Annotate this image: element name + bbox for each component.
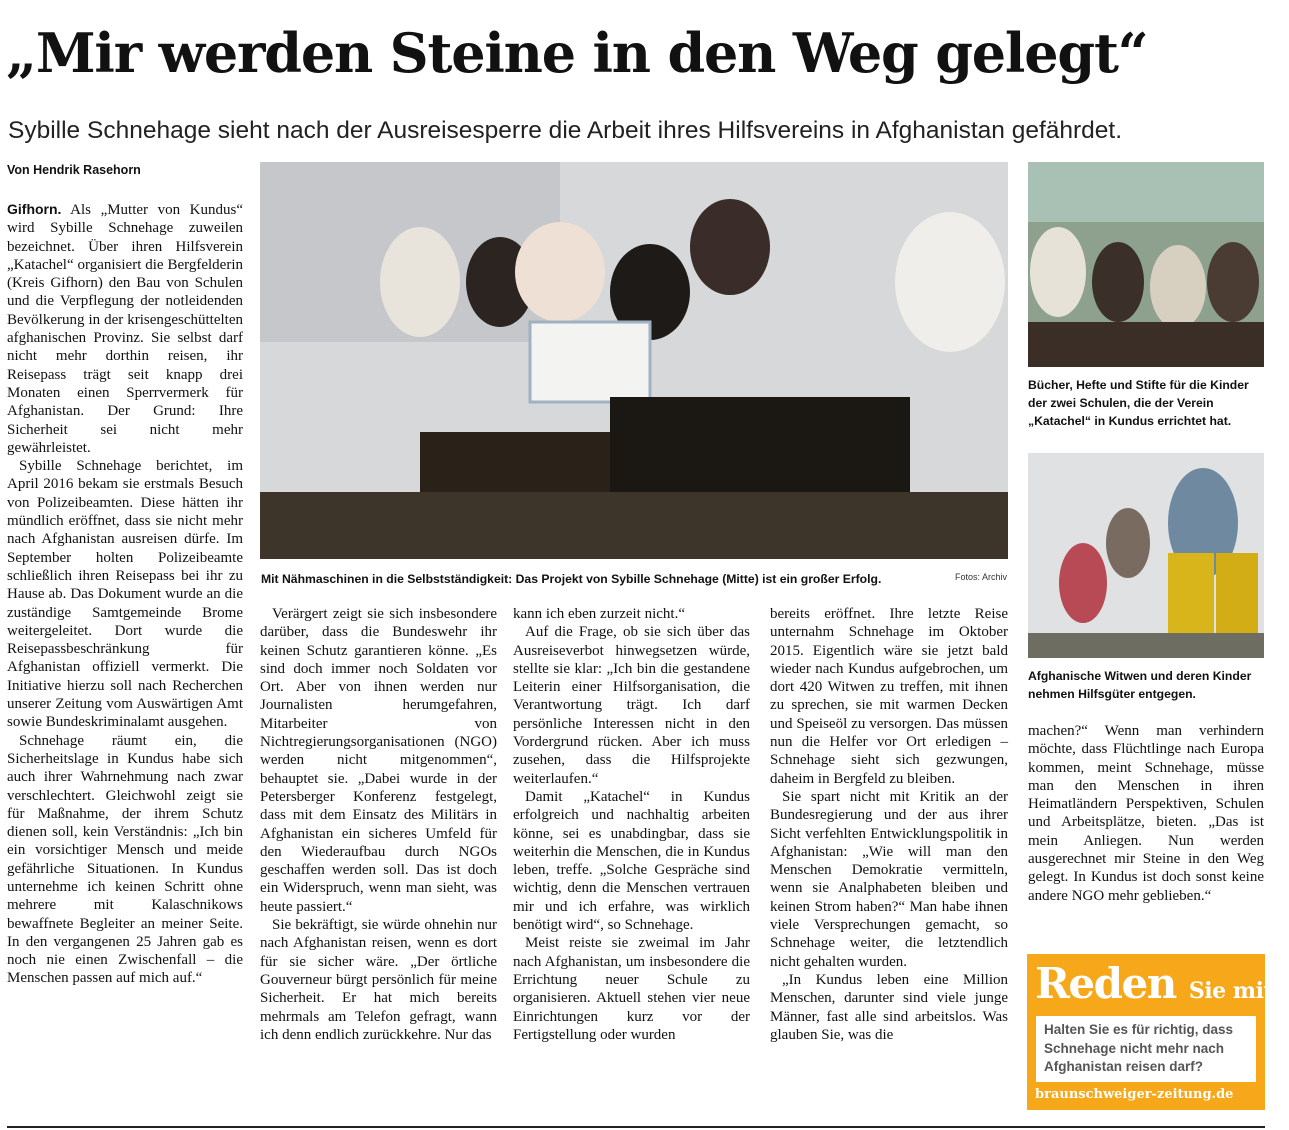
paragraph: „In Kundus leben eine Million Menschen, darunter sind viele junge Männer, fast alle sind arbeitslos. Was glauben Sie, was die — [770, 971, 1008, 1043]
main-photo-caption: Mit Nähmaschinen in die Selbstständigkeit: Das Projekt von Sybille Schnehage (Mitte) ist ein großer Erfolg. — [261, 572, 882, 586]
paragraph — [7, 200, 243, 457]
paragraph: kann ich eben zurzeit nicht.“ — [513, 606, 686, 622]
byline: Von Hendrik Rasehorn — [7, 163, 141, 177]
article-column-3 — [513, 605, 750, 1044]
subheadline: Sybille Schnehage sieht nach der Ausreisesperre die Arbeit ihres Hilfsvereins in Afghanistan gefährdet. — [8, 117, 1123, 144]
top-right-photo-caption: Bücher, Hefte und Stifte für die Kinder der zwei Schulen, die der Verein „Katachel“ in Kundus errichtet hat. — [1028, 378, 1249, 428]
paragraph: Schnehage räumt ein, die Sicherheitslage in Kundus habe sich auch ihrer Wahrnehmung nach zwar verschlechtert. Gleichwohl zeigt sie für Maßnahme, der ihrem Schutz dienen soll, kein Verständnis: „Ich bin ein vorsichtiger Mensch und meide gefährliche Situationen. In Kundus unternehme ich keinen Schritt ohne mehrere mit Kalaschnikows bewaffnete Begleiter an meiner Seite. In den vergangenen 25 Jahren gab es noch nie einen Zwischenfall – die Menschen passen auf mich auf.“ — [7, 732, 243, 987]
paragraph: Sybille Schnehage berichtet, im April 2016 bekam sie erstmals Besuch von Polizeibeamten. Diese hätten ihr mündlich eröffnet, dass sie nicht mehr nach Afghanistan ausreisen dürfe. Im September holten Polizeibeamte schließlich ihren Reisepass bei ihr zu Hause ab. Das Dokument wurde an die zuständige Samtgemeinde Brome weitergeleitet. Dort wurde die Reisepassbeschränkung für Afghanistan offiziell vermerkt. Die Initiative hierzu soll nach Recherchen unserer Zeitung vom Auswärtigen Amt sowie Bundeskriminalamt ausgehen. — [7, 458, 243, 731]
bottom-rule — [7, 1126, 1265, 1128]
paragraph: bereits eröffnet. Ihre letzte Reise unternahm Schnehage im Oktober 2015. Eigentlich wäre sie jetzt bald wieder nach Kundus aufgebrochen, um dort 420 Witwen zu treffen, mit ihnen zu sprechen, sie mit warmen Decken und Speiseöl zu versorgen. Das müssen nun die Helfer vor Ort erledigen – Schnehage sieht sich gezwungen, daheim in Bergfeld zu bleiben. — [770, 606, 1008, 787]
article-column-5 — [1028, 722, 1264, 905]
reden-subtitle: Sie mit! — [1188, 978, 1283, 1004]
school-supplies-photo-image — [1028, 162, 1264, 367]
reden-title — [1035, 956, 1282, 1019]
article-column-1 — [7, 200, 243, 988]
dateline: Gifhorn. — [7, 201, 62, 217]
main-photo — [260, 162, 1008, 559]
sewing-project-photo-image — [260, 162, 1008, 559]
aid-goods-photo-image — [1028, 453, 1264, 658]
headline: „Mir werden Steine in den Weg gelegt“ — [6, 21, 1148, 85]
paragraph: Meist reiste sie zweimal im Jahr nach Afghanistan, um insbesondere die Errichtung neuer Schule zu organisieren. Aktuell stehen vier neue Einrichtungen kurz vor der Fertigstellung oder wurden — [513, 935, 750, 1043]
top-right-photo — [1028, 162, 1264, 367]
bottom-right-photo — [1028, 453, 1264, 658]
paragraph: Sie spart nicht mit Kritik an der Bundesregierung und der aus ihrer Sicht verfehlten Entwicklungspolitik in Afghanistan: „Wie will man den Menschen Demokratie vermitteln, wenn sie Analphabeten bleiben und keinen Strom haben?“ Man habe ihnen viele Versprechungen gemacht, so Schnehage weiter, die letztendlich nicht gehalten wurden. — [770, 788, 1008, 970]
reden-question: Halten Sie es für richtig, dass Schnehage nicht mehr nach Afghanistan reisen darf? — [1044, 1022, 1234, 1074]
reden-word: Reden — [1035, 959, 1176, 1008]
reden-question-box — [1036, 1016, 1256, 1082]
bottom-right-photo-caption: Afghanische Witwen und deren Kinder nehmen Hilfsgüter entgegen. — [1028, 669, 1252, 701]
paragraph: Auf die Frage, ob sie sich über das Ausreiseverbot hinwegsetzen würde, stellte sie klar: „Ich bin die gestandene Leiterin einer Hilfsorganisation, die Verantwortung trägt. Ich darf persönliche Interessen nicht in den Vordergrund rücken. Aber ich muss zusehen, dass die Hilfsprojekte weiterlaufen.“ — [513, 624, 750, 787]
paragraph: Sie bekräftigt, sie würde ohnehin nur nach Afghanistan reisen, wenn es dort für sie sicher wäre. „Der örtliche Gouverneur bürgt persönlich für meine Sicherheit. Er hat mich bereits mehrmals am Telefon gefragt, wann ich denn endlich zurückkehre. Nur das — [260, 917, 497, 1043]
article-column-4 — [770, 605, 1008, 1044]
reden-sie-mit-box — [1027, 954, 1283, 1110]
paragraph: Verärgert zeigt sie sich insbesondere darüber, dass die Bundeswehr ihr keinen Schutz garantieren könne. „Es sind doch immer noch Soldaten vor Ort. Aber von ihnen werden nur Journalisten herumgefahren, Mitarbeiter von Nichtregierungsorganisationen (NGO) werden nicht mitgenommen“, behauptet sie. „Dabei wurde in der Petersberger Konferenz festgelegt, dass mit dem Einsatz des Militärs in Afghanistan ein sicheres Umfeld für den Wiederaufbau durch NGOs geschaffen werden soll. Das ist doch ein Widerspruch, wenn man sieht, was heute passiert.“ — [260, 606, 497, 915]
paragraph: machen?“ Wenn man verhindern möchte, dass Flüchtlinge nach Europa kommen, meint Schnehage, müsse man den Menschen in ihren Heimatländern Perspektiven, Schulen und Arbeitsplätze, bieten. „Das ist mein Anliegen. Nun werden ausgerechnet mir Steine in den Weg gelegt. In Kundus ist doch sonst keine andere NGO mehr geblieben.“ — [1028, 723, 1264, 904]
article-column-2 — [260, 605, 497, 1044]
paragraph: Damit „Katachel“ in Kundus erfolgreich und nachhaltig arbeiten könne, sei es unabdingbar, dass sie weiterhin die Menschen, die in Kundus leben, treffe. „Solche Gespräche sind wichtig, denn die Menschen vertrauen mir und ich erfahre, was wirklich benötigt wird“, so Schnehage. — [513, 788, 750, 934]
paragraph-text: Als „Mutter von Kundus“ wird Sybille Schnehage zuweilen bezeichnet. Über ihren Hilfsverein „Katachel“ organisiert die Bergfelderin (Kreis Gifhorn) den Bau von Schulen und die Verpflegung der notleidenden Bevölkerung in der krisengeschüttelten afghanischen Provinz. Sie selbst darf nicht mehr dorthin reisen, ihr Reisepass trägt seit knapp drei Monaten einen Sperrvermerk für Afghanistan. Der Grund: Ihre Sicherheit sei nicht mehr gewährleistet. — [7, 202, 243, 456]
reden-url-link[interactable]: braunschweiger-zeitung.de — [1035, 1087, 1234, 1102]
photo-credit: Fotos: Archiv — [955, 572, 1008, 582]
